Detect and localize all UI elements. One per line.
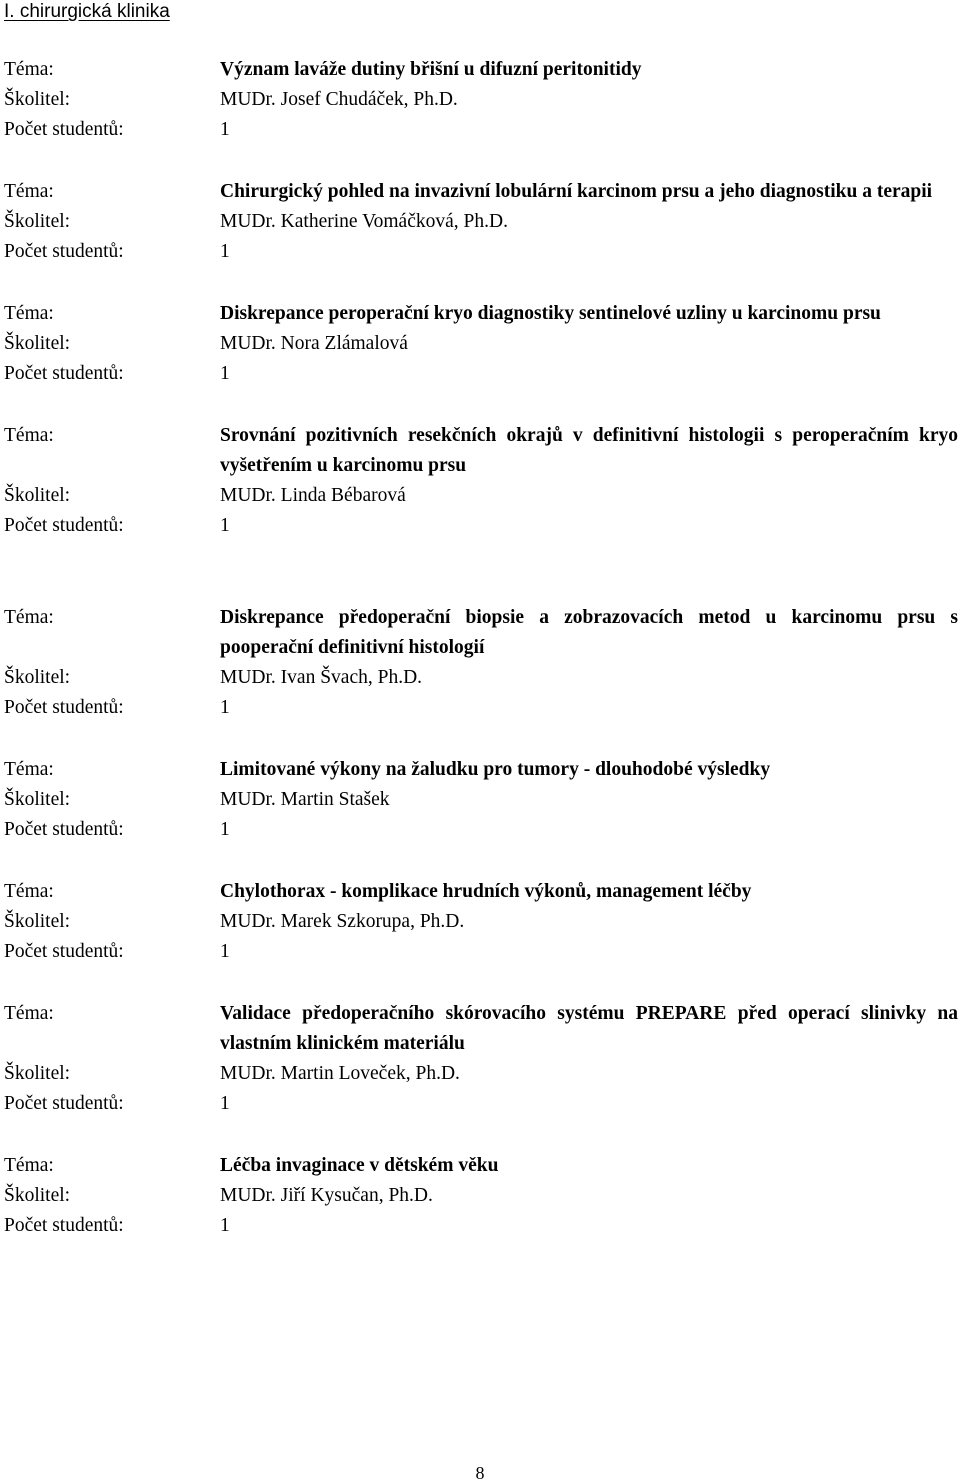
topic-label: Téma: [4,425,54,446]
student-count-value: 1 [220,1215,230,1236]
supervisor-label: Školitel: [4,333,71,354]
supervisor-name: MUDr. Martin Loveček, Ph.D. [220,1063,460,1084]
supervisor-label: Školitel: [4,789,71,810]
supervisor-name: MUDr. Katherine Vomáčková, Ph.D. [220,211,508,232]
student-count-value: 1 [220,515,230,536]
topic-title: Diskrepance peroperační kryo diagnostiky sentinelové uzliny u karcinomu prsu [220,303,881,324]
student-count-label: Počet studentů: [4,1093,124,1114]
topic-title: Limitované výkony na žaludku pro tumory - dlouhodobé výsledky [220,759,771,780]
supervisor-name: MUDr. Marek Szkorupa, Ph.D. [220,911,465,932]
topic-label: Téma: [4,759,54,780]
topic-label: Téma: [4,303,54,324]
supervisor-label: Školitel: [4,1185,71,1206]
topic-label: Téma: [4,1003,54,1024]
topic-entry [4,299,960,389]
topic-title: Validace předoperačního skórovacího systému PREPARE před operací slinivky na vlastním klinickém materiálu [220,1003,958,1054]
topic-label: Téma: [4,881,54,902]
topic-title: Chirurgický pohled na invazivní lobulární karcinom prsu a jeho diagnostiku a terapii [220,181,933,202]
topic-title: Srovnání pozitivních resekčních okrajů v definitivní histologii s peroperačním kryo vyšetřením u karcinomu prsu [220,425,958,476]
student-count-label: Počet studentů: [4,1215,124,1236]
supervisor-label: Školitel: [4,211,71,232]
supervisor-name: MUDr. Martin Stašek [220,789,390,810]
supervisor-name: MUDr. Josef Chudáček, Ph.D. [220,89,458,110]
supervisor-name: MUDr. Nora Zlámalová [220,333,408,354]
topic-label: Téma: [4,59,54,80]
student-count-value: 1 [220,363,230,384]
page-number: 8 [475,1463,485,1483]
student-count-value: 1 [220,697,230,718]
student-count-value: 1 [220,1093,230,1114]
topic-title: Léčba invaginace v dětském věku [220,1155,499,1176]
supervisor-label: Školitel: [4,667,71,688]
topic-title: Diskrepance předoperační biopsie a zobrazovacích metod u karcinomu prsu s pooperační definitivní histologií [220,607,958,658]
topic-title: Chylothorax - komplikace hrudních výkonů, management léčby [220,881,752,902]
topic-label: Téma: [4,181,54,202]
student-count-label: Počet studentů: [4,119,124,140]
topic-list [4,55,960,1241]
topic-entry [4,55,960,145]
student-count-value: 1 [220,119,230,140]
student-count-value: 1 [220,819,230,840]
topic-entry [4,421,960,541]
student-count-label: Počet studentů: [4,363,124,384]
topic-title: Význam laváže dutiny břišní u difuzní peritonitidy [220,59,642,80]
student-count-label: Počet studentů: [4,819,124,840]
student-count-value: 1 [220,241,230,262]
topic-label: Téma: [4,607,54,628]
section-title: I. chirurgická klinika [4,1,170,22]
supervisor-name: MUDr. Jiří Kysučan, Ph.D. [220,1185,433,1206]
student-count-label: Počet studentů: [4,515,124,536]
supervisor-label: Školitel: [4,485,71,506]
topic-entry [4,999,960,1119]
supervisor-name: MUDr. Linda Bébarová [220,485,406,506]
supervisor-label: Školitel: [4,89,71,110]
topic-entry [4,755,960,845]
supervisor-label: Školitel: [4,911,71,932]
student-count-label: Počet studentů: [4,941,124,962]
topic-entry [4,177,960,267]
topic-entry [4,603,960,723]
supervisor-name: MUDr. Ivan Švach, Ph.D. [220,667,423,688]
topic-entry [4,1151,960,1241]
supervisor-label: Školitel: [4,1063,71,1084]
student-count-value: 1 [220,941,230,962]
student-count-label: Počet studentů: [4,697,124,718]
topic-label: Téma: [4,1155,54,1176]
student-count-label: Počet studentů: [4,241,124,262]
topic-entry [4,877,960,967]
